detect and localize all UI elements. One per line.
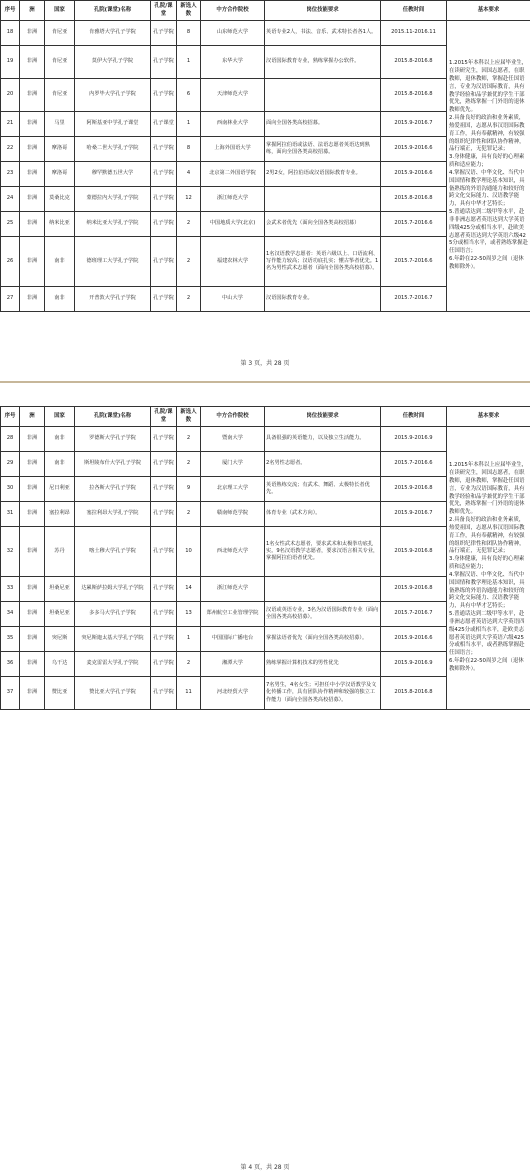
row-count: 1: [177, 112, 201, 137]
row-continent: 非洲: [20, 427, 45, 452]
row-type: 孔子学院: [151, 677, 177, 710]
row-continent: 非洲: [20, 287, 45, 312]
header-partner: 中方合作院校: [201, 407, 265, 427]
row-period: 2015.9-2016.8: [381, 477, 447, 502]
row-continent: 非洲: [20, 477, 45, 502]
row-skills: 面向全国各类高校招募。: [265, 112, 381, 137]
row-no: 36: [1, 652, 20, 677]
row-period: 2015.9-2016.6: [381, 627, 447, 652]
row-count: 2: [177, 212, 201, 237]
header-count: 新选人数: [177, 407, 201, 427]
page-separator: [0, 371, 530, 406]
row-name: 德班理工大学孔子学院: [75, 237, 151, 287]
row-no: 24: [1, 187, 20, 212]
row-name: 拉各斯大学孔子学院: [75, 477, 151, 502]
row-no: 37: [1, 677, 20, 710]
row-period: 2015.7-2016.6: [381, 237, 447, 287]
row-partner: 中国地质大学(北京): [201, 212, 265, 237]
row-count: 8: [177, 137, 201, 162]
row-no: 33: [1, 577, 20, 602]
row-continent: 非洲: [20, 21, 45, 46]
row-partner: 北京理工大学: [201, 477, 265, 502]
row-country: 南非: [45, 287, 75, 312]
row-skills: 具备很强的英语能力，以及独立生活能力。: [265, 427, 381, 452]
row-name: 斯坦陵布什大学孔子学院: [75, 452, 151, 477]
requirement-item: 3.身体健康，具有良好的心理素质和适应能力；: [449, 556, 528, 572]
header-country: 国家: [45, 1, 75, 21]
row-period: 2015.9-2016.9: [381, 427, 447, 452]
row-country: 南非: [45, 237, 75, 287]
row-continent: 非洲: [20, 112, 45, 137]
header-country: 国家: [45, 407, 75, 427]
header-continent: 洲: [20, 407, 45, 427]
row-no: 35: [1, 627, 20, 652]
row-skills: 掌握阿拉伯语或法语、法语志愿者英语达到熟练，面向全国各类高校招募。: [265, 137, 381, 162]
row-country: 南非: [45, 427, 75, 452]
row-country: 马里: [45, 112, 75, 137]
row-name: 肯雅塔大学孔子学院: [75, 21, 151, 46]
row-period: 2015.8-2016.8: [381, 79, 447, 112]
row-type: 孔子学院: [151, 137, 177, 162]
row-skills: 体育专业（武术方向）。: [265, 502, 381, 527]
row-type: 孔子学院: [151, 79, 177, 112]
row-skills: 英语熟练交流；有武术、舞蹈、太极特长者优先。: [265, 477, 381, 502]
row-period: 2015.8-2016.8: [381, 46, 447, 79]
row-country: 肯尼亚: [45, 46, 75, 79]
header-period: 任教时间: [381, 1, 447, 21]
row-type: 孔子学院: [151, 46, 177, 79]
row-type: 孔子学院: [151, 162, 177, 187]
row-country: 赞比亚: [45, 677, 75, 710]
header-name: 孔院(课堂)名称: [75, 1, 151, 21]
requirement-item: 2.具备良好的政治和业务素质，热爱祖国，志愿从事汉语国际教育工作，具有奉献精神，有较强的组织纪律性和团队协作精神，品行端正，无犯罪记录；: [449, 517, 528, 556]
row-skills: [265, 577, 381, 602]
row-country: 突尼斯: [45, 627, 75, 652]
row-type: 孔子学院: [151, 237, 177, 287]
row-no: 19: [1, 46, 20, 79]
row-name: 塞拉利昂大学孔子学院: [75, 502, 151, 527]
row-name: 阿斯基亚中学孔子课堂: [75, 112, 151, 137]
requirement-item: 4.掌握汉语、中华文化、当代中国国情和教学理论基本知识，具备熟练的外语沟通能力和较好的跨文化交际能力、汉语教学能力，具有中华才艺特长；: [449, 170, 528, 209]
row-period: 2015.9-2016.8: [381, 577, 447, 602]
row-skills: 7名男生，4名女生；可担任中小学汉语教学及文化传播工作，具有团队协作精神和较强的独立工作能力（面向全国各类高校招募）。: [265, 677, 381, 710]
row-partner: 暨南大学: [201, 427, 265, 452]
row-partner: 厦门大学: [201, 452, 265, 477]
row-skills: 汉语国际教育专业，熟练掌握办公软件。: [265, 46, 381, 79]
row-country: 坦桑尼亚: [45, 577, 75, 602]
row-continent: 非洲: [20, 137, 45, 162]
row-type: 孔子学院: [151, 602, 177, 627]
row-skills: [265, 187, 381, 212]
table-header-row: [1, 1, 530, 21]
page-number: 第 3 页，共 28 页: [0, 358, 530, 367]
row-country: 苏丹: [45, 527, 75, 577]
separator-band: [0, 381, 530, 383]
row-count: 1: [177, 46, 201, 79]
row-partner: 郑州航空工业管理学院: [201, 602, 265, 627]
row-partner: 湘潭大学: [201, 652, 265, 677]
row-name: 突尼斯迦太基大学孔子学院: [75, 627, 151, 652]
row-period: 2015.8-2016.8: [381, 677, 447, 710]
row-country: 肯尼亚: [45, 21, 75, 46]
row-continent: 非洲: [20, 652, 45, 677]
row-country: 乌干达: [45, 652, 75, 677]
row-skills: [265, 79, 381, 112]
row-name: 开普敦大学孔子学院: [75, 287, 151, 312]
row-type: 孔子学院: [151, 21, 177, 46]
header-skills: 岗位技能要求: [265, 1, 381, 21]
row-skills: 熟练掌握计算机技术的男性优先: [265, 652, 381, 677]
row-skills: 会武术者优先（面向全国各类高校招募）: [265, 212, 381, 237]
row-no: 30: [1, 477, 20, 502]
row-partner: 浙江师范大学: [201, 577, 265, 602]
row-type: 孔子学院: [151, 577, 177, 602]
row-no: 27: [1, 287, 20, 312]
row-name: 多多马大学孔子学院: [75, 602, 151, 627]
row-count: 2: [177, 452, 201, 477]
row-country: 塞拉利昂: [45, 502, 75, 527]
row-type: 孔子学院: [151, 212, 177, 237]
requirement-item: 6.年龄在22-50周岁之间（退休教师除外）。: [449, 256, 528, 272]
row-name: 麦克雷雷大学孔子学院: [75, 652, 151, 677]
row-skills: 汉语国际教育专业。: [265, 287, 381, 312]
row-partner: 西北师范大学: [201, 527, 265, 577]
row-continent: 非洲: [20, 79, 45, 112]
row-name: 穆罕默德五世大学: [75, 162, 151, 187]
row-period: 2015.7-2016.7: [381, 287, 447, 312]
row-skills: 2男2女，阿拉伯语或汉语国际教育专业。: [265, 162, 381, 187]
header-name: 孔院(课堂)名称: [75, 407, 151, 427]
row-partner: 福建农林大学: [201, 237, 265, 287]
row-continent: 非洲: [20, 162, 45, 187]
row-period: 2015.9-2016.8: [381, 527, 447, 577]
row-name: 罗德斯大学孔子学院: [75, 427, 151, 452]
row-type: 孔子学院: [151, 652, 177, 677]
row-continent: 非洲: [20, 627, 45, 652]
table-header-row: [1, 407, 530, 427]
row-country: 坦桑尼亚: [45, 602, 75, 627]
row-period: 2015.9-2016.6: [381, 162, 447, 187]
row-partner: 中国国际广播电台: [201, 627, 265, 652]
row-name: 内罗毕大学孔子学院: [75, 79, 151, 112]
row-count: 9: [177, 477, 201, 502]
row-count: 2: [177, 502, 201, 527]
row-skills: 2名男性志愿者。: [265, 452, 381, 477]
row-no: 18: [1, 21, 20, 46]
row-no: 22: [1, 137, 20, 162]
row-name: 莫伊大学孔子学院: [75, 46, 151, 79]
row-skills: 1名汉语教学志愿者：英语六级以上、口语流利、写作能力较高；汉语功底扎实；懂古筝者优先。1名为男性武术志愿者（面向全国各类高校招募）。: [265, 237, 381, 287]
row-type: 孔子学院: [151, 187, 177, 212]
requirement-item: 3.身体健康，具有良好的心理素质和适应能力；: [449, 154, 528, 170]
requirement-item: 5.普通话达到二级甲等水平，赴非非洲志愿者英语达到大学英语四级425分或相当水平，赴欧美志愿者英语达到大学英语六级425分或相当水平，或者熟练掌握赴任国语言；: [449, 209, 528, 256]
requirement-item: 6.年龄在22-50周岁之间（退休教师除外）。: [449, 658, 528, 674]
row-partner: 浙江师范大学: [201, 187, 265, 212]
row-type: 孔子学院: [151, 477, 177, 502]
row-count: 6: [177, 79, 201, 112]
row-skills: 1名女性武术志愿者，要求武术和太极拳功底扎实。9名汉语教学志愿者，要求汉语言相关专业，掌握阿拉伯语者优先。: [265, 527, 381, 577]
row-period: 2015.7-2016.7: [381, 602, 447, 627]
row-type: 孔子学院: [151, 287, 177, 312]
row-skills: 掌握法语者优先（面向全国各类高校招募）。: [265, 627, 381, 652]
row-country: 肯尼亚: [45, 79, 75, 112]
row-no: 20: [1, 79, 20, 112]
row-country: 纳米比亚: [45, 212, 75, 237]
row-no: 29: [1, 452, 20, 477]
row-no: 25: [1, 212, 20, 237]
row-count: 2: [177, 427, 201, 452]
row-no: 26: [1, 237, 20, 287]
row-continent: 非洲: [20, 677, 45, 710]
row-country: 摩洛哥: [45, 137, 75, 162]
header-requirements: 基本要求: [447, 1, 530, 21]
row-skills: 汉语或英语专业，3名为汉语国际教育专业（面向全国各类高校招募）。: [265, 602, 381, 627]
row-continent: 非洲: [20, 212, 45, 237]
row-period: 2015.9-2016.7: [381, 112, 447, 137]
header-partner: 中方合作院校: [201, 1, 265, 21]
row-name: 蒙德拉内大学孔子学院: [75, 187, 151, 212]
header-skills: 岗位技能要求: [265, 407, 381, 427]
row-count: 2: [177, 237, 201, 287]
row-type: 孔子学院: [151, 502, 177, 527]
header-no: 序号: [1, 407, 20, 427]
row-count: 8: [177, 21, 201, 46]
row-period: 2015.7-2016.6: [381, 452, 447, 477]
row-count: 2: [177, 652, 201, 677]
row-name: 达累斯萨拉姆大学孔子学院: [75, 577, 151, 602]
header-count: 新选人数: [177, 1, 201, 21]
row-name: 纳米比亚大学孔子学院: [75, 212, 151, 237]
header-type: 孔院/课堂: [151, 1, 177, 21]
row-partner: 山东师范大学: [201, 21, 265, 46]
row-partner: 西南林业大学: [201, 112, 265, 137]
row-partner: 河北经贸大学: [201, 677, 265, 710]
row-type: 孔子学院: [151, 527, 177, 577]
volunteer-table-page-4: [0, 406, 530, 710]
row-no: 21: [1, 112, 20, 137]
row-continent: 非洲: [20, 602, 45, 627]
header-period: 任教时间: [381, 407, 447, 427]
row-count: 1: [177, 627, 201, 652]
volunteer-table-page-3: [0, 0, 530, 312]
requirement-item: 2.具备良好的政治和业务素质，热爱祖国，志愿从事汉语国际教育工作，具有奉献精神，有较强的组织纪律性和团队协作精神，品行端正，无犯罪记录；: [449, 115, 528, 154]
row-period: 2015.9-2016.7: [381, 502, 447, 527]
row-type: 孔子课堂: [151, 112, 177, 137]
row-type: 孔子学院: [151, 427, 177, 452]
row-period: 2015.7-2016.6: [381, 212, 447, 237]
table-row: [1, 21, 530, 46]
row-period: 2015.8-2016.8: [381, 187, 447, 212]
header-continent: 洲: [20, 1, 45, 21]
row-country: 摩洛哥: [45, 162, 75, 187]
row-partner: 东华大学: [201, 46, 265, 79]
row-no: 28: [1, 427, 20, 452]
row-type: 孔子学院: [151, 627, 177, 652]
row-period: 2015.11-2016.11: [381, 21, 447, 46]
row-partner: 赣南师范学院: [201, 502, 265, 527]
row-partner: 天津师范大学: [201, 79, 265, 112]
row-count: 4: [177, 162, 201, 187]
row-continent: 非洲: [20, 187, 45, 212]
requirement-item: 1.2015年本科以上应届毕业生，在读研究生，因国志愿者，在职教师，退休教师，掌握赴任国语言，专业为汉语国际教育，具有教学经验和品学兼优的学生干部优先，熟练掌握一门外语的退休教师优先。: [449, 60, 528, 115]
basic-requirements: [447, 427, 530, 710]
row-count: 11: [177, 677, 201, 710]
row-no: 32: [1, 527, 20, 577]
row-country: 莫桑比克: [45, 187, 75, 212]
basic-requirements: [447, 21, 530, 312]
page-number: 第 4 页，共 28 页: [0, 1162, 530, 1171]
header-type: 孔院/课堂: [151, 407, 177, 427]
row-name: 哈桑二世大学孔子学院: [75, 137, 151, 162]
row-count: 14: [177, 577, 201, 602]
row-continent: 非洲: [20, 237, 45, 287]
row-count: 13: [177, 602, 201, 627]
row-name: 喀土穆大学孔子学院: [75, 527, 151, 577]
row-continent: 非洲: [20, 46, 45, 79]
row-count: 2: [177, 287, 201, 312]
row-partner: 上海外国语大学: [201, 137, 265, 162]
row-continent: 非洲: [20, 452, 45, 477]
row-type: 孔子学院: [151, 452, 177, 477]
header-requirements: 基本要求: [447, 407, 530, 427]
row-period: 2015.9-2016.6: [381, 137, 447, 162]
row-partner: 中山大学: [201, 287, 265, 312]
row-name: 赞比亚大学孔子学院: [75, 677, 151, 710]
row-period: 2015.9-2016.9: [381, 652, 447, 677]
row-partner: 北京第二外国语学院: [201, 162, 265, 187]
requirement-item: 5.普通话达到二级甲等水平，赴非洲志愿者英语达到大学英语四级425分或相当水平，赴欧美志愿者英语达到大学英语六级425分或相当水平，或者熟练掌握赴任国语言；: [449, 611, 528, 658]
requirement-item: 4.掌握汉语、中华文化、当代中国国情和教学理论基本知识，具备熟练的外语沟通能力和较好的跨文化交际能力、汉语教学能力，具有中华才艺特长；: [449, 572, 528, 611]
row-no: 23: [1, 162, 20, 187]
row-skills: 英语专业2人，书法、音乐、武术特长者各1人。: [265, 21, 381, 46]
requirement-item: 1.2015年本科以上应届毕业生，在读研究生，回国志愿者，在职教师，退休教师，掌握赴任国语言，专业为汉语国际教育，具有教学经验和品学兼优的学生干部优先，熟练掌握一门外语的退休教师优先。: [449, 462, 528, 517]
table-row: [1, 427, 530, 452]
row-no: 31: [1, 502, 20, 527]
row-continent: 非洲: [20, 502, 45, 527]
row-country: 尼日利亚: [45, 477, 75, 502]
row-continent: 非洲: [20, 527, 45, 577]
row-count: 12: [177, 187, 201, 212]
row-country: 南非: [45, 452, 75, 477]
row-no: 34: [1, 602, 20, 627]
row-count: 10: [177, 527, 201, 577]
header-no: 序号: [1, 1, 20, 21]
row-continent: 非洲: [20, 577, 45, 602]
